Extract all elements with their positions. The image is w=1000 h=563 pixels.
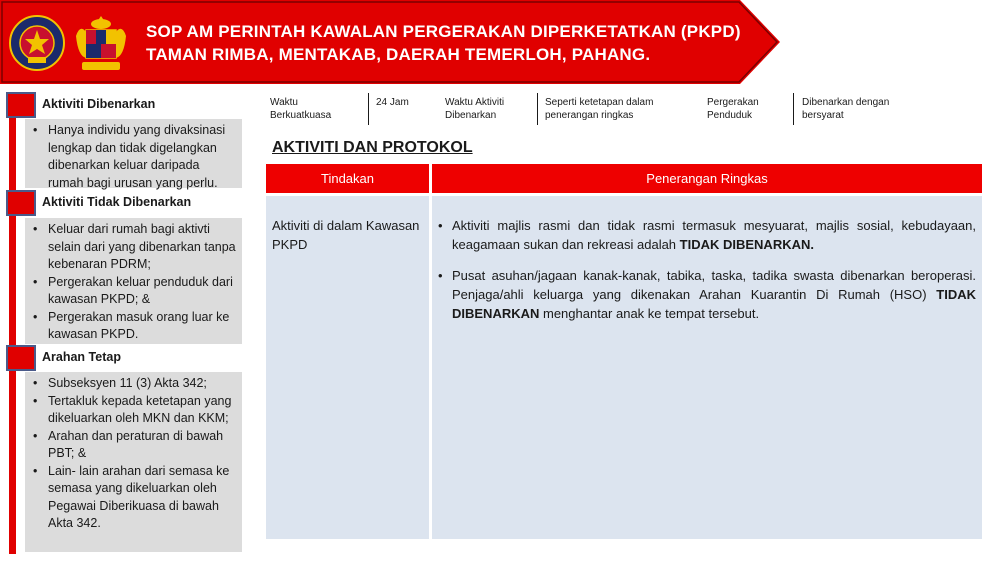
info-pergerakan-value: Dibenarkan dengan bersyarat (802, 97, 890, 121)
table-header-tindakan: Tindakan (266, 164, 429, 193)
header-banner (0, 0, 780, 84)
info-pergerakan-label: Pergerakan Penduduk (707, 97, 759, 121)
list-item: • Subseksyen 11 (3) Akta 342; (33, 375, 236, 393)
banner-title-line1: SOP AM PERINTAH KAWALAN PERGERAKAN DIPERKETATKAN (PKPD) (146, 22, 741, 41)
list-item: • Keluar dari rumah bagi aktivti selain dari yang dibenarkan tanpa kebenaran PDRM; (33, 221, 236, 274)
banner-title (146, 20, 741, 66)
info-separator (793, 93, 794, 125)
list-item: • Pergerakan masuk orang luar ke kawasan PKPD. (33, 309, 236, 344)
list-item: • Hanya individu yang divaksinasi lengkap dan tidak digelangkan dibenarkan keluar daripada rumah bagi urusan yang perlu. (33, 122, 236, 192)
list-item: • Pergerakan keluar penduduk dari kawasan PKPD; & (33, 274, 236, 309)
mkn-logo-icon (8, 12, 66, 74)
info-waktu-value: 24 Jam (376, 97, 409, 108)
paragraph-text: Pusat asuhan/jagaan kanak-kanak, tabika, taska, tadika swasta dibenarkan beroperasi. Penjaga/ahli keluarga yang dikenakan Arahan Kuarantin Di Rumah (HSO) (452, 268, 976, 302)
section-title: AKTIVITI DAN PROTOKOL (272, 139, 473, 156)
description-paragraph-2 (438, 266, 976, 323)
sidebar-heading-aktiviti-dibenarkan (0, 92, 243, 118)
heading-marker-icon (6, 190, 36, 216)
description-paragraph-1 (438, 216, 976, 254)
paragraph-text: Aktiviti majlis rasmi dan tidak rasmi termasuk mesyuarat, majlis sosial, kebudayaan, keagamaan sukan dan rekreasi adalah (452, 218, 976, 252)
sidebar-heading-label: Aktiviti Dibenarkan (42, 97, 156, 111)
heading-marker-icon (6, 345, 36, 371)
sidebar-box-aktiviti-dibenarkan (25, 119, 242, 188)
list-item: • Arahan dan peraturan di bawah PBT; & (33, 428, 236, 463)
info-separator (537, 93, 538, 125)
info-aktiviti-label: Waktu Aktiviti Dibenarkan (445, 97, 505, 121)
heading-marker-icon (6, 92, 36, 118)
banner-title-line2: TAMAN RIMBA, MENTAKAB, DAERAH TEMERLOH, PAHANG. (146, 45, 651, 64)
table-header-penerangan: Penerangan Ringkas (432, 164, 982, 193)
malaysia-coat-of-arms-icon (72, 12, 130, 74)
sidebar-heading-label: Aktiviti Tidak Dibenarkan (42, 195, 192, 209)
list-item: • Lain- lain arahan dari semasa ke semasa yang dikeluarkan oleh Pegawai Diberikuasa di bawah Akta 342. (33, 463, 236, 533)
sidebar-box-aktiviti-tidak-dibenarkan (25, 218, 242, 344)
info-waktu-label: Waktu Berkuatkuasa (270, 97, 332, 121)
paragraph-emphasis: TIDAK DIBENARKAN. (679, 237, 814, 252)
sidebar-box-arahan-tetap (25, 372, 242, 552)
paragraph-text-tail: menghantar anak ke tempat tersebut. (539, 306, 760, 321)
table-cell-penerangan (432, 196, 982, 539)
table-cell-tindakan: Aktiviti di dalam Kawasan PKPD (266, 196, 429, 539)
sidebar-timeline-line (9, 92, 16, 554)
sidebar-heading-label: Arahan Tetap (42, 350, 121, 364)
sidebar-heading-arahan-tetap (0, 345, 243, 371)
list-item: • Tertakluk kepada ketetapan yang dikeluarkan oleh MKN dan KKM; (33, 393, 236, 428)
paragraph-emphasis: TIDAK DIBENARKAN (452, 287, 976, 321)
info-separator (368, 93, 369, 125)
sidebar-heading-aktiviti-tidak-dibenarkan (0, 190, 243, 216)
info-aktiviti-value: Seperti ketetapan dalam penerangan ringkas (545, 97, 654, 121)
